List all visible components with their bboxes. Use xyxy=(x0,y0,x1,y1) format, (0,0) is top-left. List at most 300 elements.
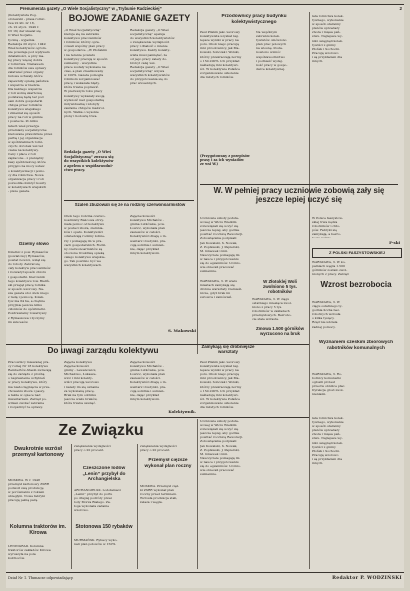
text-line: ski przejął pracę rolnika xyxy=(8,282,46,287)
text-line: WARSZAWA, 3. W wielu xyxy=(200,279,238,283)
text-line: Redakcja gazety „O Wieś xyxy=(130,28,169,32)
text-line: i są przykładem dla xyxy=(312,456,343,461)
column-divider xyxy=(61,12,62,354)
text-line: kolektywu Michałów - xyxy=(130,364,164,369)
text-line: w nauce i przygotowaniu xyxy=(200,256,239,261)
text-line: i powiecie. Po kilku xyxy=(8,119,38,124)
col3-box1-body xyxy=(252,297,308,325)
col3-body2 xyxy=(200,216,308,274)
text-line: ctwo pracy. xyxy=(64,168,86,173)
text-line: żelaza i węgla. xyxy=(140,500,163,505)
text-line: podwoił swą produkcję xyxy=(8,486,44,491)
text-line: Obok tego rodzina czerwo- xyxy=(64,214,106,218)
text-line: nionych z pracy. Zarząd xyxy=(312,272,349,276)
column-divider xyxy=(197,12,198,354)
text-line: tywiści z gminy xyxy=(312,42,336,47)
text-line: Socjalistyczną” zwraca się xyxy=(64,154,114,159)
column-divider xyxy=(309,12,310,354)
text-line: gmina Lutkówka, pow. xyxy=(130,222,165,227)
text-line: pracę i wskazała błędy, xyxy=(64,81,100,86)
col2-signature2: Kolektywnik. xyxy=(168,409,196,414)
text-line: Płońsk i Sochocin. xyxy=(312,46,341,51)
col3-body-left xyxy=(200,30,252,126)
text-line: i zmieniał się sposób xyxy=(8,111,40,116)
text-line: ma niedociągnięcia w prze- xyxy=(8,384,51,389)
text-line: Rembertów-Stasin zwracają xyxy=(8,368,52,373)
text-line: O Wieś Socjalis- xyxy=(8,33,33,38)
text-line: zwiększenia wydajności xyxy=(140,444,177,448)
text-line: o kilka tysięcy. xyxy=(312,316,335,321)
text-line: zapewniły opieką państwa xyxy=(8,78,49,83)
text-line: MOSKWA. W r. 1948 xyxy=(8,478,40,482)
text-line: Pozdrawiamy towarzyszy xyxy=(8,311,47,316)
text-line: kolektywista uzyskał naj- xyxy=(200,364,239,369)
text-line: a także w opiece nad xyxy=(8,392,41,397)
text-line: cach gospodarskich. Rodzi- xyxy=(64,242,107,247)
text-line: i są przykładem dla xyxy=(312,54,343,59)
text-line: Z. Popławski, J. Papierski, xyxy=(200,447,240,452)
text-line: innym kolektywom. xyxy=(130,250,161,255)
text-line: wzorowo. xyxy=(74,508,89,513)
text-line: innych. xyxy=(312,461,324,466)
text-line: i gospodarki. Kierownik xyxy=(8,274,45,279)
text-line: pracy na roli w gminie xyxy=(8,115,43,120)
col3-box2-body xyxy=(200,360,252,412)
text-line: inni przodownicy, jak Ma- xyxy=(200,46,240,51)
text-line: którzy przekraczają normy xyxy=(200,384,242,389)
text-line: „O Wieś Socjalistyczną” xyxy=(64,28,101,32)
text-line: prace zostały wykonane na xyxy=(64,64,106,69)
text-line: zaufanie chłopów małorol- xyxy=(64,105,105,110)
text-line: łej pracy więcej dobra xyxy=(8,58,43,63)
text-line: tywiści z gminy xyxy=(312,444,336,449)
text-line: po długiej podróży przez xyxy=(74,496,113,501)
text-line: z roli wolną skarbową xyxy=(8,90,42,95)
text-line: które trzeba usunąć. xyxy=(64,400,96,405)
text-line: chłopa przez rolników xyxy=(8,103,43,108)
feature-title: Ze Związku xyxy=(58,422,144,439)
text-line: i na terenie powiatu xyxy=(64,52,96,57)
text-line: Z. Popławski, J. Papierski, xyxy=(200,244,240,249)
text-line: MOSKWA. Przemysł cięż- xyxy=(140,484,180,488)
text-line: botnicy komunalni xyxy=(312,376,341,381)
text-line: rolnikom zorganizować xyxy=(64,77,100,82)
text-line: w porównaniu z rokiem xyxy=(8,490,45,495)
text-line: kolektywu wiejskiego xyxy=(8,107,42,112)
text-line: roczny przed terminem. xyxy=(140,492,177,497)
text-line: żadnej pomocy. xyxy=(312,324,336,329)
text-line: inni przodownicy, jak Ma- xyxy=(200,376,240,381)
text-line: kowski, Sobczak i Wolski, xyxy=(200,380,240,385)
text-line: otoczone troskliwą opieką xyxy=(64,250,105,255)
top-rule xyxy=(6,4,404,5)
text-line: w spółdzielniach rolni- xyxy=(8,139,43,144)
text-line: W Polsce faszystow- xyxy=(312,216,343,220)
text-line: (Kolektywista Pog- xyxy=(8,13,37,17)
text-line: pracy o 20 procent. xyxy=(74,448,105,453)
text-line: ność pracy w gospo- xyxy=(256,62,288,67)
text-line: zorganizowano szkolenie xyxy=(200,400,239,405)
text-line: skiej trwa nędza xyxy=(312,220,338,225)
text-line: cują solidnie i sumien- xyxy=(130,388,165,393)
feature-right-body xyxy=(140,484,196,564)
text-line: sumiennie. xyxy=(200,269,217,274)
text-line: polu. Obok niego pracują xyxy=(200,42,239,47)
text-line: wyruszyła na pola xyxy=(8,552,36,557)
text-line: Zajęcieckowości xyxy=(130,360,156,364)
text-line: Nauczyciele pomagają im xyxy=(200,455,240,460)
text-line: cowali wspólny plan pracy xyxy=(64,44,105,49)
text-line: (Przygotowany z przepisów xyxy=(200,154,250,158)
text-line: niono z pracy 5 tys. xyxy=(252,305,283,310)
text-line: się do zarządu z prośbą xyxy=(8,372,45,377)
col2-signature: S. Makowski xyxy=(168,328,196,333)
text-line: kolektywy wykazały swoją xyxy=(64,93,105,98)
text-line: Uczniowie szkoły podsta- xyxy=(200,419,239,423)
masthead-line: Prenumerata gazety „O Wiele Socjalistyczny” w „Trybunie Radzieckiej” xyxy=(20,6,162,11)
text-line: traktorów zakładów Kirowa xyxy=(8,548,51,553)
text-line: i rolników, którzy opra- xyxy=(64,40,100,45)
col4-lower-text xyxy=(312,416,400,566)
text-line: łoga wykonała zadanie xyxy=(74,504,110,509)
col3-box1-title: W Złotoklej Woli zwolniono 5 tys. robotników xyxy=(263,279,297,295)
text-line: nie, dając przykład xyxy=(130,246,160,251)
text-line: ści. W kolektywie Połańce xyxy=(200,66,240,71)
col4-body2 xyxy=(312,216,400,238)
text-line: robotników w zakładach xyxy=(252,309,290,314)
text-line: wentarz i budynki, pra- xyxy=(130,238,166,243)
text-line: kierowane prawdziwie przez xyxy=(8,131,53,136)
text-line: Na wspólnym xyxy=(256,30,277,34)
text-line: na wiosnę. Posta- xyxy=(256,46,283,51)
text-line: wista musi pamiętać, że xyxy=(130,52,168,57)
text-line: Kolektywiści dbają o in- xyxy=(130,380,167,385)
feature-mid-body2 xyxy=(74,538,134,564)
col2-headline: BOJOWE ZADANIE GAZETY xyxy=(68,14,191,23)
text-line: rzy i pomagają im w pra- xyxy=(64,238,103,243)
text-line: kowski, Sobczak i Wolski, xyxy=(200,50,240,55)
text-line: lepsze wyniki w pracy na xyxy=(200,38,239,43)
text-line: w sposób wzorowy. Na- xyxy=(8,286,44,291)
text-line: sam dobra gospodarki xyxy=(8,98,43,103)
text-line: Zobowiązanie podpisali: xyxy=(200,236,238,241)
feature-mid-body xyxy=(74,488,134,522)
text-line: Dyrekcja grozi zwol- xyxy=(312,388,344,393)
text-line: Kolektywiści dbają o in- xyxy=(130,234,167,239)
text-line: stwu. Najlepsze wy- xyxy=(312,436,343,441)
text-line xyxy=(312,236,400,238)
col4-body4 xyxy=(312,300,400,338)
text-line: pracują pełną parą. xyxy=(8,498,39,503)
text-line: przyjmie jeszcze kilku xyxy=(8,303,42,308)
text-line: zamykają, a bezro- xyxy=(312,232,341,237)
text-line: go. Tak powinno być we xyxy=(64,259,101,264)
text-line: do wszystkich kolektywów xyxy=(64,159,114,164)
text-line: innym kolektywom. xyxy=(130,396,161,401)
feature-mid-head: Czeszczone lodów „Lenin” przybył do Archangielska xyxy=(82,466,126,483)
text-line: działalności, a przy ma- xyxy=(8,53,45,58)
text-line: naśladują inni kolektywi- xyxy=(200,392,239,397)
text-line: winien zwołać zebranie xyxy=(8,400,45,405)
text-line: dla młodych rolników. xyxy=(200,405,234,410)
text-line: zasiewów w całości. xyxy=(130,376,161,381)
text-line: w postaci zboża, ziemnia- xyxy=(64,226,104,231)
text-line: tyczną - wyjaśnia xyxy=(8,37,35,42)
text-line: Redakcja gazety „O Wieś xyxy=(130,64,169,69)
text-line: prac wiosennych. xyxy=(130,81,157,86)
text-line: stwu. Najlepsze wy- xyxy=(312,34,343,39)
text-line: plony i hodowlę trwa. xyxy=(64,113,98,118)
text-line: Jan Kowalski, S. Nowak, xyxy=(200,443,238,448)
text-line: Zajęcieckowości xyxy=(130,214,156,218)
text-line: i podnieść wydaj- xyxy=(256,58,283,63)
col2-body3-left xyxy=(64,214,126,304)
text-line: Redakcja gazety „O Wieś xyxy=(64,150,112,154)
text-line: którzy przekraczają normy xyxy=(200,54,242,59)
text-line: nicze, gdyż brak im xyxy=(200,291,231,296)
col1-head3: Do uwagi zarządu kolektywu xyxy=(47,347,159,355)
text-line: Pracują wzorowo xyxy=(312,452,339,457)
text-line: czas, a plan zrealizowany xyxy=(64,68,104,73)
footer-rule xyxy=(6,572,404,573)
text-line: ostatniego miesiąca zwol- xyxy=(252,301,292,306)
text-line: w gospodarce. „W Płońskim xyxy=(64,48,108,53)
text-line: wie obiecali pracować xyxy=(200,265,235,270)
text-line: o 150-200%. Ich przykład xyxy=(200,388,240,393)
text-line: W pierwszym roku pracy xyxy=(64,89,103,94)
text-line: z rolnictwa. Niebawem xyxy=(8,62,44,67)
text-line: Paul Pliskin jako wzorowy xyxy=(200,30,241,34)
text-line: nie powstaje pod wpływem xyxy=(8,49,50,54)
text-line: cały kolektyw pracowników xyxy=(8,266,51,271)
col4-head-wyzn: Wyznaniem czeskim zbiorowych rabotników komunalnych xyxy=(318,340,394,351)
text-line: czych; dorobek wsi też xyxy=(8,144,44,148)
col4-head-wzrost: Wzrost bezrobocia xyxy=(320,280,392,289)
text-line: powitać rocznicę Rewolucji. xyxy=(200,435,244,440)
text-line: zwiększenia wydajności xyxy=(74,444,111,448)
text-line: z Rymaszowa i życzymy xyxy=(8,315,45,320)
column-divider xyxy=(309,344,310,569)
feature-mid-intro xyxy=(74,444,134,464)
text-line: o kolektywizacji i pomo- xyxy=(8,168,46,173)
text-line: ków i opału. Kolektywiści xyxy=(64,230,104,235)
col2-body-right xyxy=(130,28,195,146)
text-line: cie stale wzrasta. xyxy=(252,317,279,322)
text-line: powitać rocznicę Rewolucji. xyxy=(200,232,244,237)
col4-body xyxy=(312,14,400,134)
text-line: nali plan połowów w 150%. xyxy=(74,542,117,547)
text-line: indywidualną i zdobyły xyxy=(64,101,100,106)
col2-body3-right xyxy=(130,214,195,304)
text-line: Łowicz, wykonała plan xyxy=(130,372,165,377)
text-line: i wsparcie w biedzie. xyxy=(8,82,41,87)
text-line: WARSZAWA, 3. W xyxy=(312,300,340,304)
text-line: niki osiągnęli kolek- xyxy=(312,440,343,445)
text-line: Redakcja 20 stycz. 1949 xyxy=(8,41,46,46)
text-line: wowej w Wiciu Wielkim xyxy=(200,423,237,428)
text-line: Ceny i płace z roli xyxy=(8,152,36,157)
text-line: WARSZAWA, 3. W ciągu xyxy=(252,297,290,301)
text-line: kolektywy pracują w sposób xyxy=(64,56,108,61)
text-line: zboża i mięsa pań- xyxy=(312,432,341,437)
text-line: lody Morza Białego. Za- xyxy=(74,500,111,505)
text-line: Pracują wzorowo xyxy=(312,50,339,55)
text-line: Brak na tym odcinku xyxy=(64,392,97,397)
text-line: (powiatowy) Rymaszów, xyxy=(8,254,45,259)
text-line: wicz i inni kolekty- xyxy=(64,376,93,381)
feature-right-head: Przemysł cięższe wykonał plan roczny xyxy=(144,458,192,469)
text-line: Paul Pliskin jako wzorowy xyxy=(200,360,241,364)
text-line: przemysł kartonowy ZSRR xyxy=(8,482,50,487)
feature-right-top xyxy=(140,444,196,456)
col3-body-right xyxy=(256,30,308,126)
text-line: wszystkich kolektywach. xyxy=(64,263,103,268)
col1-heading: Dzielny słowo xyxy=(19,242,49,246)
text-line: załatwiać przez organy xyxy=(8,70,44,75)
col3-rule xyxy=(200,184,398,185)
col1-intro xyxy=(8,13,60,243)
text-line: LENINGRAD. Kolumna xyxy=(8,544,44,548)
text-line: wszystkich kolektywistów xyxy=(130,73,170,78)
text-line: podstawą będą też pod xyxy=(8,94,44,99)
col3-bold-block xyxy=(200,154,308,170)
text-line: z radą i pomocą. Kolek- xyxy=(8,295,45,300)
col3-headline: Przodownicy pracy budynku kolektywistycznego xyxy=(221,14,287,25)
text-line: pracy i dbałość o mienie xyxy=(130,44,168,49)
text-line: Nauczyciele pomagają im xyxy=(200,252,240,257)
text-line: Rząd nie udziela xyxy=(312,320,338,325)
text-line: wiści pracują wzorowo xyxy=(64,380,100,385)
text-line: sumienny - wszystkie xyxy=(64,60,97,65)
text-line: robotników i chło- xyxy=(312,224,340,229)
text-line: polu. Obok niego pracują xyxy=(200,372,239,377)
text-line: innych. xyxy=(312,59,324,64)
text-line: o naprawienie uchybień xyxy=(8,376,45,381)
text-line: jeszcze lepiej, aby godnie xyxy=(200,431,240,436)
text-line: dla rolników swe sprawy xyxy=(8,66,47,71)
text-line: jeszcze lepiej, aby godnie xyxy=(200,228,240,233)
text-line: cy rolnej Nr 18 kolektywu xyxy=(8,364,49,369)
text-line: M. Gniewek i inni. xyxy=(200,451,229,456)
text-line: sumiennie. xyxy=(200,472,217,477)
text-line: Wieś kolektywów ogrom- xyxy=(8,45,47,50)
feature-left-head: Dwukrotnie wzrósł przemysł kartonowy xyxy=(12,446,64,459)
text-line: w pracy kolektywu, który xyxy=(8,380,48,385)
text-line: drobne warsztaty rzemieśl- xyxy=(200,287,243,292)
col2-body-left xyxy=(64,28,126,146)
text-line: WARSZAWA, 3. Ro- xyxy=(312,372,342,376)
col2-subhead: Szaleń zbuzowali się ze na rodziny czerwonoarmistów xyxy=(74,203,186,207)
text-line: niki osiągnęli kolek- xyxy=(312,38,343,43)
text-line: WARSZAWA, 3. W ko- xyxy=(312,260,346,264)
text-line: wowej w Wiciu Wielkim xyxy=(200,220,237,225)
text-line: darce kolektywnej. xyxy=(256,66,286,71)
text-line: o zwiększenie wydajności xyxy=(130,40,170,45)
text-line: - pisze gazeta. xyxy=(8,189,31,194)
text-line: Zajęcieckowości xyxy=(64,364,90,369)
text-line: dla młodych rolników. xyxy=(200,75,234,80)
text-line: z apelem o współzawodni- xyxy=(64,163,114,168)
text-line: ny czerwonoarmistów są xyxy=(64,246,103,251)
col1-mid xyxy=(8,250,60,338)
page-number: 2 xyxy=(399,6,402,11)
text-line: wyższość nad gospodarką xyxy=(64,97,104,102)
text-line: naśladują inni kolektywi- xyxy=(200,62,239,67)
col3-headline2: W. W pełniej pracy uczniowie zobowią zały się jeszcze lepiej uczyć się xyxy=(213,187,385,204)
newspaper-page xyxy=(6,4,404,588)
feature-left-head2: Kolumna traktorów im. Kirowa xyxy=(9,524,67,536)
text-line: ch. 22 stycz. 1949 r. xyxy=(8,25,40,30)
editor-credit: Redaktor P. WODZIŃSKI xyxy=(332,576,402,581)
text-line: ludowe uchwały, które xyxy=(8,74,43,79)
text-line: ści. W kolektywie Połańce xyxy=(200,396,240,401)
col2-bold-block xyxy=(64,150,194,190)
text-line: się do egzaminów. Ucznio- xyxy=(200,464,241,469)
text-line: ciągu ostatniego ty- xyxy=(312,304,343,309)
text-line: przemysłowych. Bezrobo- xyxy=(252,313,292,318)
text-line: w 100%. Gazeta pomogła xyxy=(64,73,104,78)
text-line: nowiono wzmóc xyxy=(256,50,281,55)
text-line: kieruje się na zebraniu xyxy=(64,32,100,37)
text-line: prasy i za ich wywiadów xyxy=(200,158,244,163)
feature-divider xyxy=(71,444,72,569)
text-line: ARCHANGIELSK. Lodołamacz xyxy=(74,488,121,492)
text-line: noarmisty Bielcowa otrzy- xyxy=(64,218,105,223)
col4-body3 xyxy=(312,260,400,276)
text-line: im sukcesów. xyxy=(8,319,29,324)
feature-mid-head2: Stotonowa 150 rybaków xyxy=(75,524,133,530)
text-line: plan prac polowych xyxy=(256,42,287,47)
col1-bottom xyxy=(8,360,60,412)
col4-body5 xyxy=(312,372,400,412)
text-line: kolektywista uzyskał naj- xyxy=(200,34,239,39)
text-line: powiat Łowicz, wziął się xyxy=(8,258,46,263)
text-line: nie, dając przykład xyxy=(130,392,160,397)
text-line: robotnych wzrosła xyxy=(312,312,341,317)
text-line: Zobowiązanie podpisali: xyxy=(200,439,238,444)
text-line: lata rolnictwa kolek- xyxy=(312,416,344,420)
text-line: pracy o 20 procent. xyxy=(140,448,171,453)
text-line: zobowiązali się uczyć się xyxy=(200,427,239,432)
text-line: miastach zamykają się xyxy=(200,283,235,288)
text-line: lata rolnictwa kolek- xyxy=(312,14,344,18)
text-line: które trzeba poprawić. xyxy=(64,85,100,90)
text-line: „Lenin” przybył do portu xyxy=(74,492,113,497)
text-line: Wzrosła produkcja stali, xyxy=(140,496,178,501)
text-line: pozwoliła obniżyć koszty xyxy=(8,180,47,185)
text-line: jeszcze wielu braków, xyxy=(64,396,98,401)
text-line: się do egzaminów. Ucznio- xyxy=(200,261,241,266)
text-line: od jego pracy zależy do- xyxy=(130,56,168,61)
footer-note: Dział Nr 1. Tłumacze odpowiadający. xyxy=(8,576,74,580)
feature-left-body2 xyxy=(8,544,68,564)
text-line: sza gazeta stoi obok niego xyxy=(8,290,49,295)
text-line: ogłosili protest xyxy=(312,380,336,385)
text-line: zebraniu kolek- xyxy=(256,34,280,39)
text-line: o 150-200%. Ich przykład xyxy=(200,58,240,63)
text-line: mała pomoc od kolektywu xyxy=(64,222,105,227)
feature-rule xyxy=(6,417,309,418)
text-line: i należy im się uznanie xyxy=(64,384,100,389)
text-line: tego kolektywu tow. Bieliń- xyxy=(8,278,50,283)
text-line: nych. Walka o wysokie xyxy=(64,109,99,114)
text-line: planów sprzedaży xyxy=(312,428,340,433)
text-line: Jan Kowalski, S. Nowak, xyxy=(200,240,238,245)
text-line: kolektywu. Każdy kolekty- xyxy=(130,48,171,53)
text-line: w kolektywach wiejskich xyxy=(8,184,47,189)
text-line: Łowicz, wykonała plan xyxy=(130,226,165,231)
text-line: kasy spółdzielczej, które xyxy=(8,160,46,165)
